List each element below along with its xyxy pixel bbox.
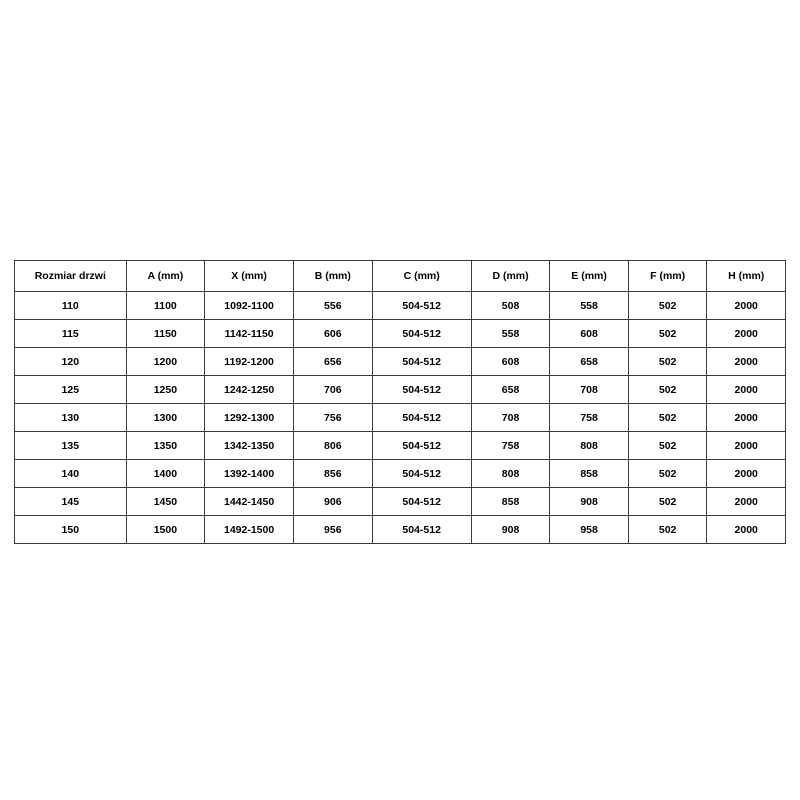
table-cell: 502 — [628, 320, 707, 348]
table-cell: 130 — [15, 404, 127, 432]
table-cell: 504-512 — [372, 516, 471, 544]
table-body — [15, 292, 786, 544]
table-cell: 2000 — [707, 292, 786, 320]
table-cell: 808 — [550, 432, 629, 460]
column-header: X (mm) — [205, 261, 294, 292]
table-cell: 708 — [471, 404, 550, 432]
table-cell: 858 — [471, 488, 550, 516]
table-cell: 135 — [15, 432, 127, 460]
table-header-row — [15, 261, 786, 292]
table-cell: 1300 — [126, 404, 205, 432]
table-cell: 608 — [550, 320, 629, 348]
table-cell: 2000 — [707, 460, 786, 488]
table-cell: 2000 — [707, 348, 786, 376]
table-cell: 558 — [471, 320, 550, 348]
table-cell: 1100 — [126, 292, 205, 320]
table-cell: 1242-1250 — [205, 376, 294, 404]
table-cell: 756 — [294, 404, 373, 432]
table-cell: 558 — [550, 292, 629, 320]
table-row — [15, 488, 786, 516]
table-cell: 504-512 — [372, 460, 471, 488]
table-cell: 504-512 — [372, 348, 471, 376]
table-cell: 908 — [471, 516, 550, 544]
table-cell: 606 — [294, 320, 373, 348]
table-row — [15, 320, 786, 348]
table-cell: 1142-1150 — [205, 320, 294, 348]
table-cell: 1400 — [126, 460, 205, 488]
table-cell: 658 — [550, 348, 629, 376]
table-cell: 1192-1200 — [205, 348, 294, 376]
table-cell: 1500 — [126, 516, 205, 544]
table-row — [15, 292, 786, 320]
table-cell: 502 — [628, 404, 707, 432]
table-cell: 2000 — [707, 320, 786, 348]
table-cell: 145 — [15, 488, 127, 516]
table-cell: 1150 — [126, 320, 205, 348]
table-row — [15, 348, 786, 376]
table-cell: 110 — [15, 292, 127, 320]
table-cell: 504-512 — [372, 488, 471, 516]
table-cell: 658 — [471, 376, 550, 404]
column-header: C (mm) — [372, 261, 471, 292]
table-cell: 502 — [628, 516, 707, 544]
table-cell: 858 — [550, 460, 629, 488]
table-cell: 2000 — [707, 516, 786, 544]
table-cell: 502 — [628, 460, 707, 488]
table-cell: 706 — [294, 376, 373, 404]
table-row — [15, 516, 786, 544]
table-cell: 502 — [628, 292, 707, 320]
table-cell: 1350 — [126, 432, 205, 460]
table-cell: 708 — [550, 376, 629, 404]
table-cell: 504-512 — [372, 292, 471, 320]
column-header: E (mm) — [550, 261, 629, 292]
table-cell: 115 — [15, 320, 127, 348]
table-cell: 1292-1300 — [205, 404, 294, 432]
table-cell: 806 — [294, 432, 373, 460]
table-cell: 504-512 — [372, 320, 471, 348]
table-cell: 758 — [550, 404, 629, 432]
table-cell: 1442-1450 — [205, 488, 294, 516]
door-size-spec-table — [14, 260, 786, 544]
table-cell: 2000 — [707, 432, 786, 460]
table-cell: 120 — [15, 348, 127, 376]
table-cell: 906 — [294, 488, 373, 516]
table-cell: 956 — [294, 516, 373, 544]
column-header: D (mm) — [471, 261, 550, 292]
table-cell: 1200 — [126, 348, 205, 376]
table-row — [15, 460, 786, 488]
table-row — [15, 432, 786, 460]
table-cell: 1392-1400 — [205, 460, 294, 488]
column-header: Rozmiar drzwi — [15, 261, 127, 292]
table-cell: 502 — [628, 432, 707, 460]
column-header: H (mm) — [707, 261, 786, 292]
table-cell: 758 — [471, 432, 550, 460]
table-cell: 2000 — [707, 376, 786, 404]
table-row — [15, 404, 786, 432]
table-cell: 958 — [550, 516, 629, 544]
table-cell: 502 — [628, 376, 707, 404]
column-header: B (mm) — [294, 261, 373, 292]
table-cell: 508 — [471, 292, 550, 320]
table-cell: 1092-1100 — [205, 292, 294, 320]
table-cell: 1342-1350 — [205, 432, 294, 460]
table-cell: 608 — [471, 348, 550, 376]
table-cell: 504-512 — [372, 432, 471, 460]
table-row — [15, 376, 786, 404]
table-cell: 502 — [628, 488, 707, 516]
table-cell: 1492-1500 — [205, 516, 294, 544]
table-cell: 150 — [15, 516, 127, 544]
table-cell: 656 — [294, 348, 373, 376]
table-cell: 808 — [471, 460, 550, 488]
table-cell: 908 — [550, 488, 629, 516]
table-cell: 140 — [15, 460, 127, 488]
table-cell: 1250 — [126, 376, 205, 404]
table-cell: 125 — [15, 376, 127, 404]
table-cell: 2000 — [707, 404, 786, 432]
column-header: F (mm) — [628, 261, 707, 292]
table-cell: 2000 — [707, 488, 786, 516]
table-cell: 1450 — [126, 488, 205, 516]
table-cell: 504-512 — [372, 376, 471, 404]
table-cell: 504-512 — [372, 404, 471, 432]
table-cell: 556 — [294, 292, 373, 320]
column-header: A (mm) — [126, 261, 205, 292]
spec-table-container — [14, 260, 786, 544]
table-cell: 502 — [628, 348, 707, 376]
table-cell: 856 — [294, 460, 373, 488]
